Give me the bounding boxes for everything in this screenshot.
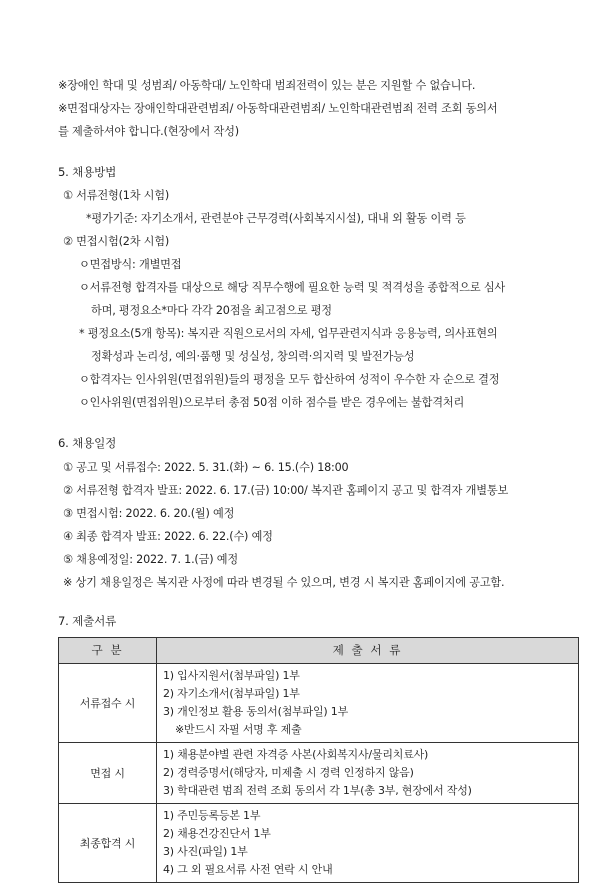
- row-items: [157, 804, 579, 883]
- step1-title: ① 서류전형(1차 시험): [63, 189, 170, 202]
- row-items: [157, 743, 579, 804]
- section6-title: 6. 채용일정: [58, 436, 117, 450]
- pass-decision: ㅇ합격자는 인사위원(면접위원)들의 평정을 모두 합산하여 성적이 우수한 자 순으로 결정: [79, 373, 500, 386]
- table-row: [59, 664, 579, 743]
- table-row: [59, 804, 579, 883]
- document-note: ※반드시 자필 서명 후 제출: [175, 723, 302, 736]
- interview-target-line2: 하며, 평정요소*마다 각각 20점을 최고점으로 평정: [91, 304, 332, 317]
- document-item: 2) 채용건강진단서 1부: [163, 827, 271, 840]
- interview-method: ㅇ면접방식: 개별면접: [79, 258, 182, 271]
- document-item: 4) 그 외 필요서류 사전 연락 시 안내: [163, 863, 333, 876]
- fail-rule: ㅇ인사위원(면접위원)으로부터 총점 50점 이하 점수를 받은 경우에는 불합격처리: [79, 396, 465, 409]
- row-category: 서류접수 시: [59, 664, 157, 743]
- document-item: 2) 자기소개서(첨부파일) 1부: [163, 687, 300, 700]
- note-restriction: ※장애인 학대 및 성범죄/ 아동학대/ 노인학대 범죄전력이 있는 분은 지원할 수 없습니다.: [58, 79, 476, 92]
- schedule-item: ③ 면접시험: 2022. 6. 20.(월) 예정: [63, 507, 235, 520]
- schedule-item: ④ 최종 합격자 발표: 2022. 6. 22.(수) 예정: [63, 530, 273, 543]
- document-item: 1) 채용분야별 관련 자격증 사본(사회복지사/물리치료사): [163, 748, 429, 761]
- table-row: [59, 743, 579, 804]
- header-documents: 제 출 서 류: [157, 638, 579, 664]
- document-item: 2) 경력증명서(해당자, 미제출 시 경력 인정하지 않음): [163, 766, 414, 779]
- section5-title: 5. 채용방법: [58, 165, 117, 179]
- schedule-note: ※ 상기 채용일정은 복지관 사정에 따라 변경될 수 있으며, 변경 시 복지관 홈페이지에 공고함.: [63, 576, 505, 589]
- interview-target-line1: ㅇ서류전형 합격자를 대상으로 해당 직무수행에 필요한 능력 및 적격성을 종합적으로 심사: [79, 281, 506, 294]
- note-consent-line1: ※면접대상자는 장애인학대관련범죄/ 아동학대관련범죄/ 노인학대관련범죄 전력 조회 동의서: [58, 102, 498, 115]
- document-item: 3) 학대관련 범죄 전력 조회 동의서 각 1부(총 3부, 현장에서 작성): [163, 784, 472, 797]
- document-item: 1) 주민등록등본 1부: [163, 809, 261, 822]
- schedule-item: ② 서류전형 합격자 발표: 2022. 6. 17.(금) 10:00/ 복지관 홈페이지 공고 및 합격자 개별통보: [63, 484, 509, 497]
- schedule-item: ⑤ 채용예정일: 2022. 7. 1.(금) 예정: [63, 553, 238, 566]
- document-item: 3) 개인정보 활용 동의서(첨부파일) 1부: [163, 705, 349, 718]
- rating-elements-line1: * 평정요소(5개 항목): 복지관 직원으로서의 자세, 업무관련지식과 응용능력, 의사표현의: [79, 327, 498, 340]
- documents-table: [58, 637, 579, 883]
- note-consent-line2: 를 제출하셔야 합니다.(현장에서 작성): [58, 125, 239, 138]
- row-category: 면접 시: [59, 743, 157, 804]
- schedule-item: ① 공고 및 서류접수: 2022. 5. 31.(화) ~ 6. 15.(수) 18:00: [63, 461, 349, 474]
- row-items: [157, 664, 579, 743]
- step2-title: ② 면접시험(2차 시험): [63, 235, 170, 248]
- rating-elements-line2: 정확성과 논리성, 예의·품행 및 성실성, 창의력·의지력 및 발전가능성: [91, 350, 415, 363]
- document-item: 3) 사진(파일) 1부: [163, 845, 248, 858]
- step1-criteria: *평가기준: 자기소개서, 관련분야 근무경력(사회복지시설), 대내 외 활동 이력 등: [86, 212, 466, 225]
- header-category: 구 분: [59, 638, 157, 664]
- table-header-row: [59, 638, 579, 664]
- document-item: 1) 입사지원서(첨부파일) 1부: [163, 669, 300, 682]
- section7-title: 7. 제출서류: [58, 614, 117, 628]
- row-category: 최종합격 시: [59, 804, 157, 883]
